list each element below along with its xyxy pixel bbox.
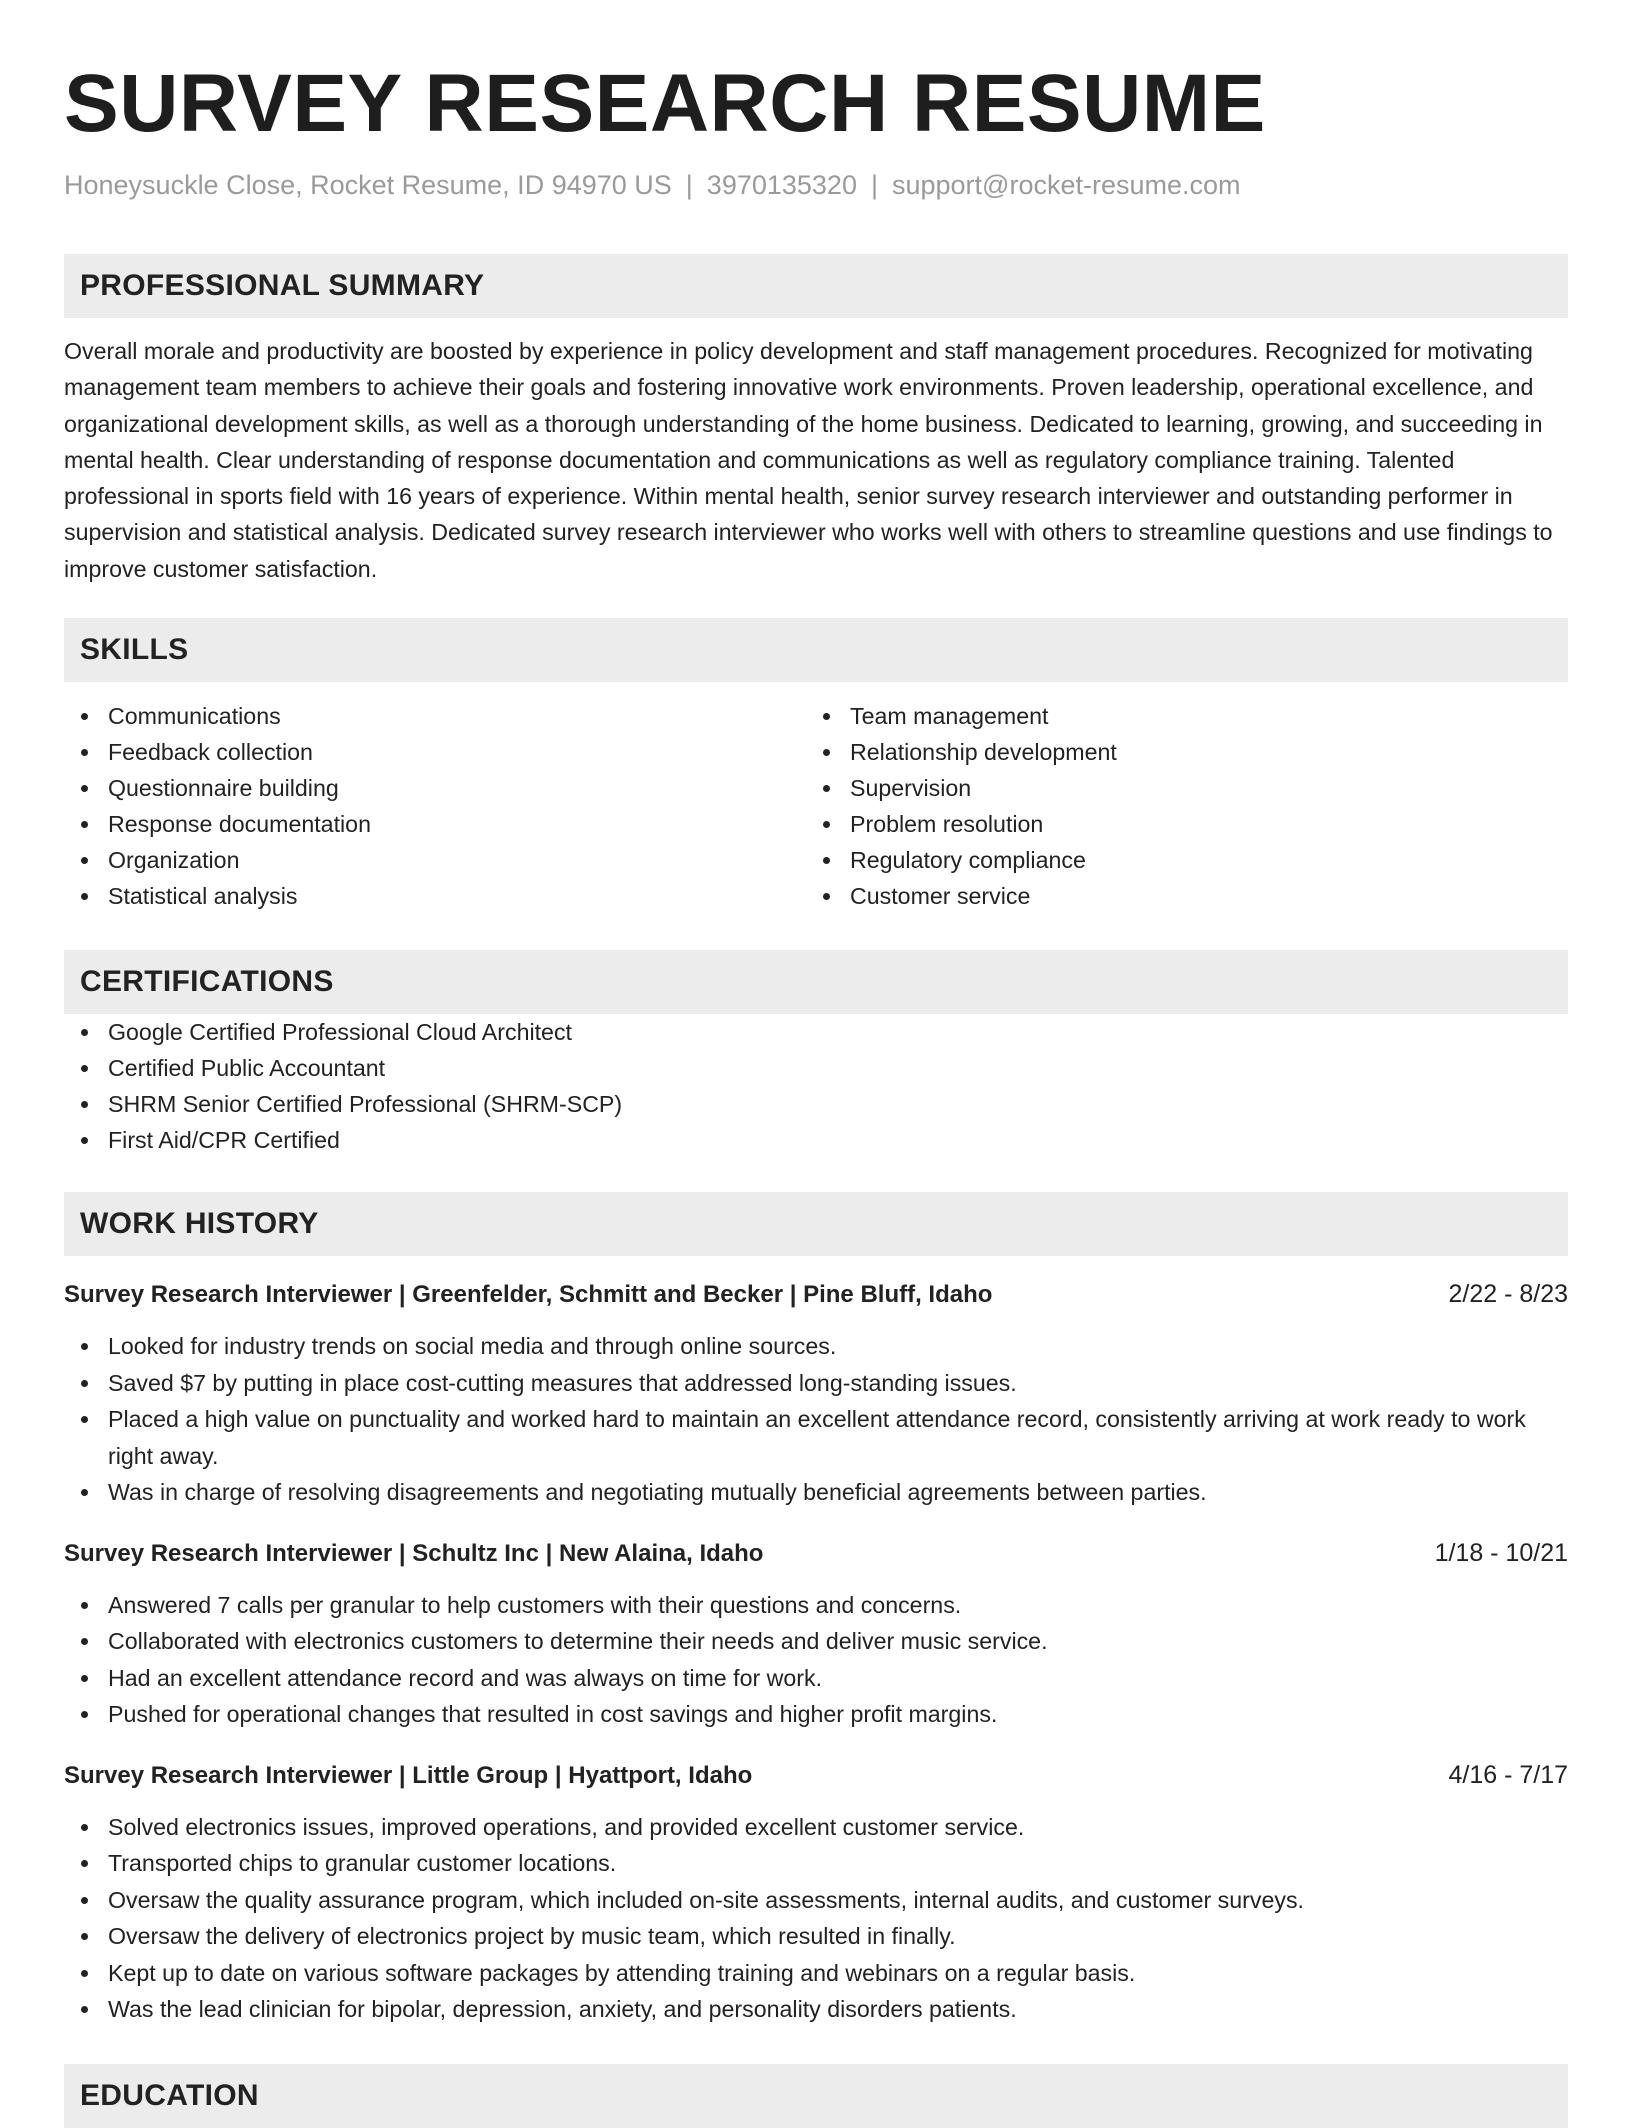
job-bullets bbox=[64, 1809, 1568, 2028]
certifications-heading: CERTIFICATIONS bbox=[64, 950, 1568, 1014]
job-dates: 2/22 - 8/23 bbox=[1448, 1280, 1568, 1309]
skill-item: Organization bbox=[64, 842, 806, 878]
skill-item: Feedback collection bbox=[64, 734, 806, 770]
contact-separator: | bbox=[870, 170, 878, 200]
job-bullet: Oversaw the delivery of electronics project by music team, which resulted in finally. bbox=[64, 1918, 1568, 1955]
job-bullet: Kept up to date on various software packages by attending training and webinars on a regular basis. bbox=[64, 1955, 1568, 1992]
job-bullet: Collaborated with electronics customers to determine their needs and deliver music service. bbox=[64, 1623, 1568, 1660]
contact-line bbox=[64, 168, 1568, 202]
skills-list-right bbox=[806, 698, 1548, 914]
job-entry bbox=[64, 1757, 1568, 2028]
skill-item: Supervision bbox=[806, 770, 1548, 806]
certification-item: SHRM Senior Certified Professional (SHRM-SCP) bbox=[64, 1086, 1568, 1122]
job-bullet: Pushed for operational changes that resulted in cost savings and higher profit margins. bbox=[64, 1696, 1568, 1733]
job-header bbox=[64, 1757, 1568, 1793]
certifications-list bbox=[64, 1014, 1568, 1158]
education-heading: EDUCATION bbox=[64, 2064, 1568, 2128]
job-bullet: Transported chips to granular customer locations. bbox=[64, 1845, 1568, 1882]
job-title: Survey Research Interviewer | Greenfelder, Schmitt and Becker | Pine Bluff, Idaho bbox=[64, 1281, 993, 1309]
job-bullet: Oversaw the quality assurance program, which included on-site assessments, internal audits, and customer surveys. bbox=[64, 1882, 1568, 1919]
skills-heading: SKILLS bbox=[64, 618, 1568, 682]
job-bullet: Saved $7 by putting in place cost-cutting measures that addressed long-standing issues. bbox=[64, 1365, 1568, 1402]
job-bullet: Was in charge of resolving disagreements and negotiating mutually beneficial agreements between parties. bbox=[64, 1474, 1568, 1511]
summary-text: Overall morale and productivity are boosted by experience in policy development and staff management procedures. Recognized for motivating management team members to achieve their goals and fostering innovative work environments. Proven leadership, operational excellence, and organizational development skills, as well as a thorough understanding of the home business. Dedicated to learning, growing, and succeeding in mental health. Clear understanding of response documentation and communications as well as regulatory compliance training. Talented professional in sports field with 16 years of experience. Within mental health, senior survey research interviewer and outstanding performer in supervision and statistical analysis. Dedicated survey research interviewer who works well with others to streamline questions and use findings to improve customer satisfaction. bbox=[64, 338, 1553, 582]
job-header bbox=[64, 1276, 1568, 1312]
skill-item: Questionnaire building bbox=[64, 770, 806, 806]
skill-item: Team management bbox=[806, 698, 1548, 734]
job-bullets bbox=[64, 1587, 1568, 1733]
job-bullet: Solved electronics issues, improved operations, and provided excellent customer service. bbox=[64, 1809, 1568, 1846]
contact-phone: 3970135320 bbox=[706, 170, 857, 200]
skill-item: Relationship development bbox=[806, 734, 1548, 770]
job-title: Survey Research Interviewer | Little Group | Hyattport, Idaho bbox=[64, 1761, 753, 1789]
skills-list-left bbox=[64, 698, 806, 914]
job-entry bbox=[64, 1276, 1568, 1511]
skill-item: Statistical analysis bbox=[64, 878, 806, 914]
job-bullet: Answered 7 calls per granular to help customers with their questions and concerns. bbox=[64, 1587, 1568, 1624]
job-dates: 1/18 - 10/21 bbox=[1434, 1538, 1568, 1567]
contact-address: Honeysuckle Close, Rocket Resume, ID 94970 US bbox=[64, 170, 672, 200]
certification-item: Google Certified Professional Cloud Architect bbox=[64, 1014, 1568, 1050]
skill-item: Regulatory compliance bbox=[806, 842, 1548, 878]
skill-item: Customer service bbox=[806, 878, 1548, 914]
job-bullet: Had an excellent attendance record and was always on time for work. bbox=[64, 1660, 1568, 1697]
job-bullet: Looked for industry trends on social media and through online sources. bbox=[64, 1328, 1568, 1365]
certification-item: First Aid/CPR Certified bbox=[64, 1122, 1568, 1158]
job-bullet: Was the lead clinician for bipolar, depression, anxiety, and personality disorders patients. bbox=[64, 1991, 1568, 2028]
job-title: Survey Research Interviewer | Schultz Inc | New Alaina, Idaho bbox=[64, 1539, 764, 1567]
work-history-heading: WORK HISTORY bbox=[64, 1192, 1568, 1256]
resume-page bbox=[64, 0, 1568, 2128]
job-bullet: Placed a high value on punctuality and worked hard to maintain an excellent attendance record, consistently arriving at work ready to work right away. bbox=[64, 1401, 1568, 1474]
skill-item: Response documentation bbox=[64, 806, 806, 842]
job-bullets bbox=[64, 1328, 1568, 1511]
skills-grid bbox=[64, 698, 1568, 914]
resume-name: SURVEY RESEARCH RESUME bbox=[64, 58, 1266, 149]
skill-item: Communications bbox=[64, 698, 806, 734]
certification-item: Certified Public Accountant bbox=[64, 1050, 1568, 1086]
contact-separator: | bbox=[685, 170, 693, 200]
job-entry bbox=[64, 1535, 1568, 1733]
job-dates: 4/16 - 7/17 bbox=[1448, 1760, 1568, 1789]
skill-item: Problem resolution bbox=[806, 806, 1548, 842]
job-header bbox=[64, 1535, 1568, 1571]
summary-heading: PROFESSIONAL SUMMARY bbox=[64, 254, 1568, 318]
contact-email: support@rocket-resume.com bbox=[891, 170, 1241, 200]
